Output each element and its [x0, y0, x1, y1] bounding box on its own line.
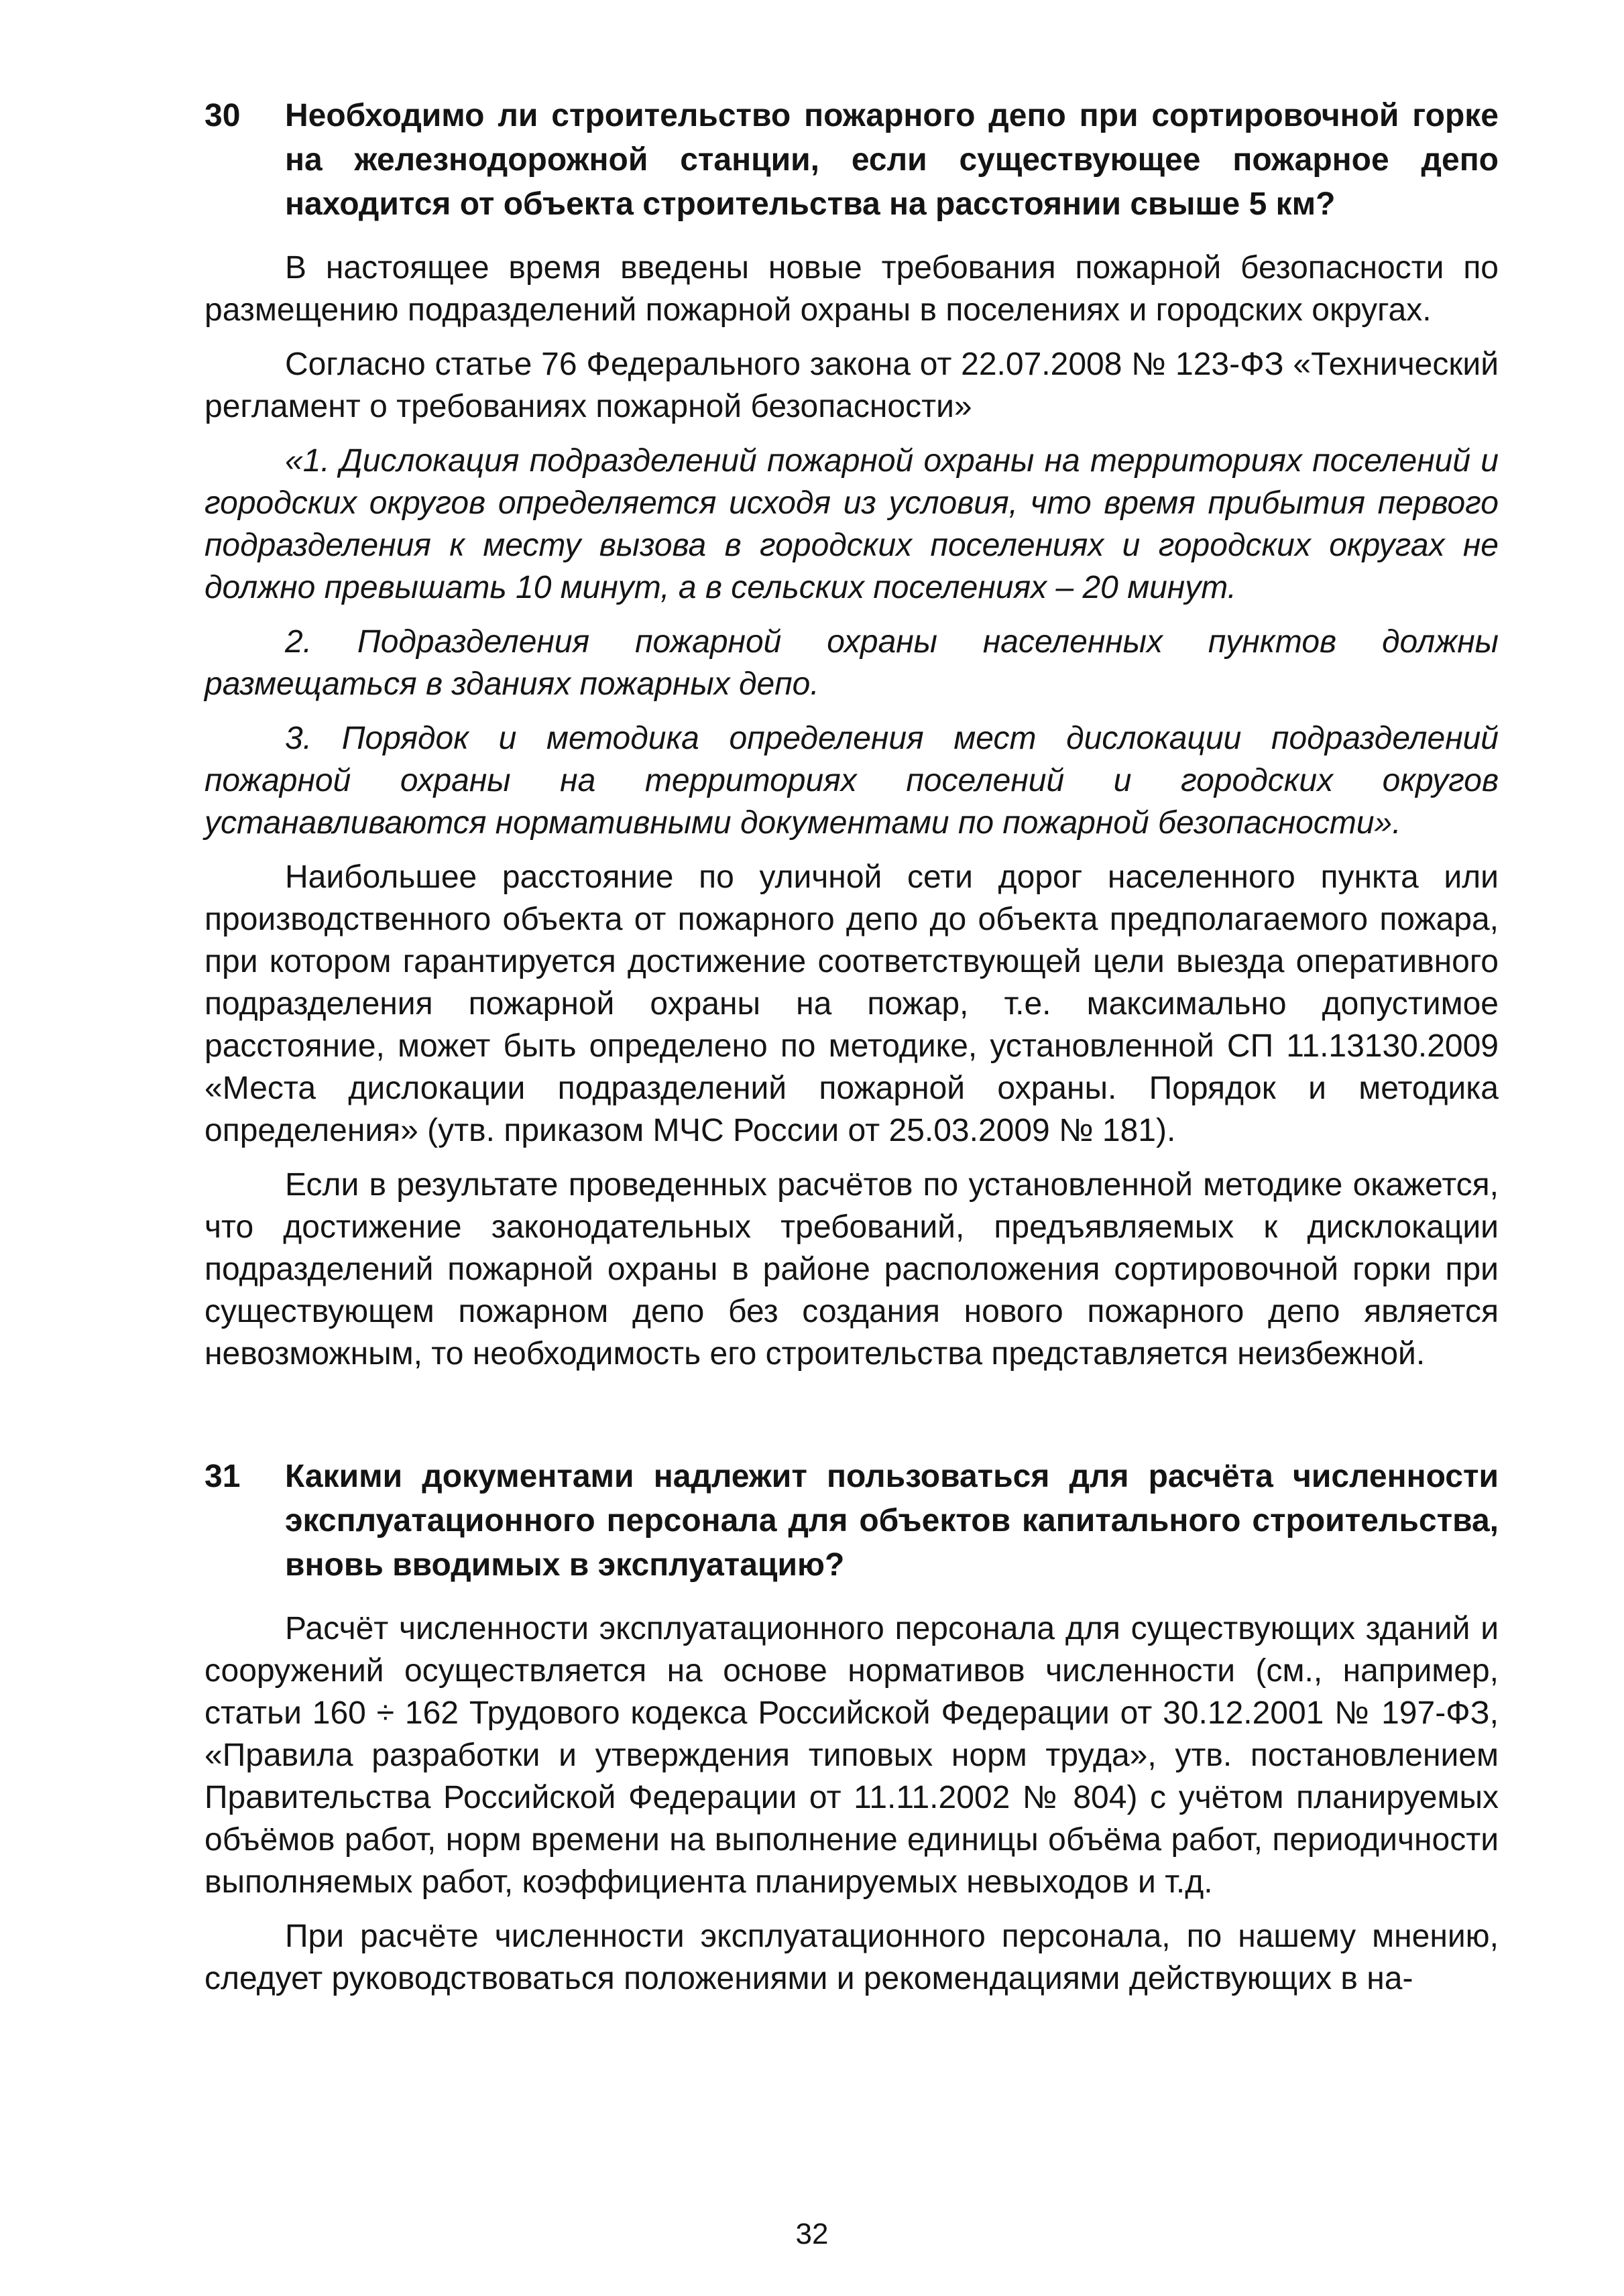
section-question-31 [205, 1455, 1499, 2000]
question-number: 31 [205, 1459, 241, 1494]
section-question-30 [205, 94, 1499, 1375]
paragraph: Если в результате проведенных расчётов по установленной методике окажется, что достижение законодательных требований, предъявляемых к дисклокации подразделений пожарной охраны в районе расположения сортировочной горки при существующем пожарном депо без создания нового пожарного депо является невозможным, то необходимость его строительства представляется неизбежной. [205, 1167, 1499, 1372]
paragraph: Расчёт численности эксплуатационного персонала для существующих зданий и сооружений осуществляется на основе нормативов численности (см., например, статьи 160 ÷ 162 Трудового кодекса Российской Федерации от 30.12.2001 № 197-ФЗ, «Правила разработки и утверждения типовых норм труда», утв. постановлением Правительства Российской Федерации от 11.11.2002 № 804) с учётом планируемых объёмов работ, норм времени на выполнение единицы объёма работ, периодичности выполняемых работ, коэффициента планируемых невыходов и т.д. [205, 1611, 1499, 1900]
paragraph: В настоящее время введены новые требования пожарной безопасности по размещению подразделений пожарной охраны в поселениях и городских округах. [205, 250, 1499, 328]
quote-paragraph: 2. Подразделения пожарной охраны населенных пунктов должны размещаться в зданиях пожарных депо. [205, 624, 1499, 702]
question-number: 30 [205, 98, 241, 133]
quote-paragraph: «1. Дислокация подразделений пожарной охраны на территориях поселений и городских округов определяется исходя из условия, что время прибытия первого подразделения к месту вызова в городских поселениях и городских округах не должно превышать 10 минут, а в сельских поселениях – 20 минут. [205, 443, 1499, 605]
quote-paragraph: 3. Порядок и методика определения мест дислокации подразделений пожарной охраны на территориях поселений и городских округов устанавливаются нормативными документами по пожарной безопасности». [205, 721, 1499, 841]
question-title: Какими документами надлежит пользоваться для расчёта численности эксплуатационного персонала для объектов капитального строительства, вновь вводимых в эксплуатацию? [285, 1459, 1499, 1583]
paragraph: Наибольшее расстояние по уличной сети дорог населенного пункта или производственного объекта от пожарного депо до объекта предполагаемого пожара, при котором гарантируется достижение соответствующей цели выезда оперативного подразделения пожарной охраны на пожар, т.е. максимально допустимое расстояние, может быть определено по методике, установленной СП 11.13130.2009 «Места дислокации подразделений пожарной охраны. Порядок и методика определения» (утв. приказом МЧС России от 25.03.2009 № 181). [205, 859, 1499, 1148]
paragraph: При расчёте численности эксплуатационного персонала, по нашему мнению, следует руководствоваться положениями и рекомендациями действующих в на- [205, 1919, 1499, 1996]
question-title: Необходимо ли строительство пожарного депо при сортировочной горке на железнодорожной станции, если существующее пожарное депо находится от объекта строительства на расстоянии свыше 5 км? [285, 98, 1499, 222]
page-number: 32 [795, 2218, 829, 2250]
paragraph: Согласно статье 76 Федерального закона от 22.07.2008 № 123-ФЗ «Технический регламент о требованиях пожарной безопасности» [205, 347, 1499, 424]
